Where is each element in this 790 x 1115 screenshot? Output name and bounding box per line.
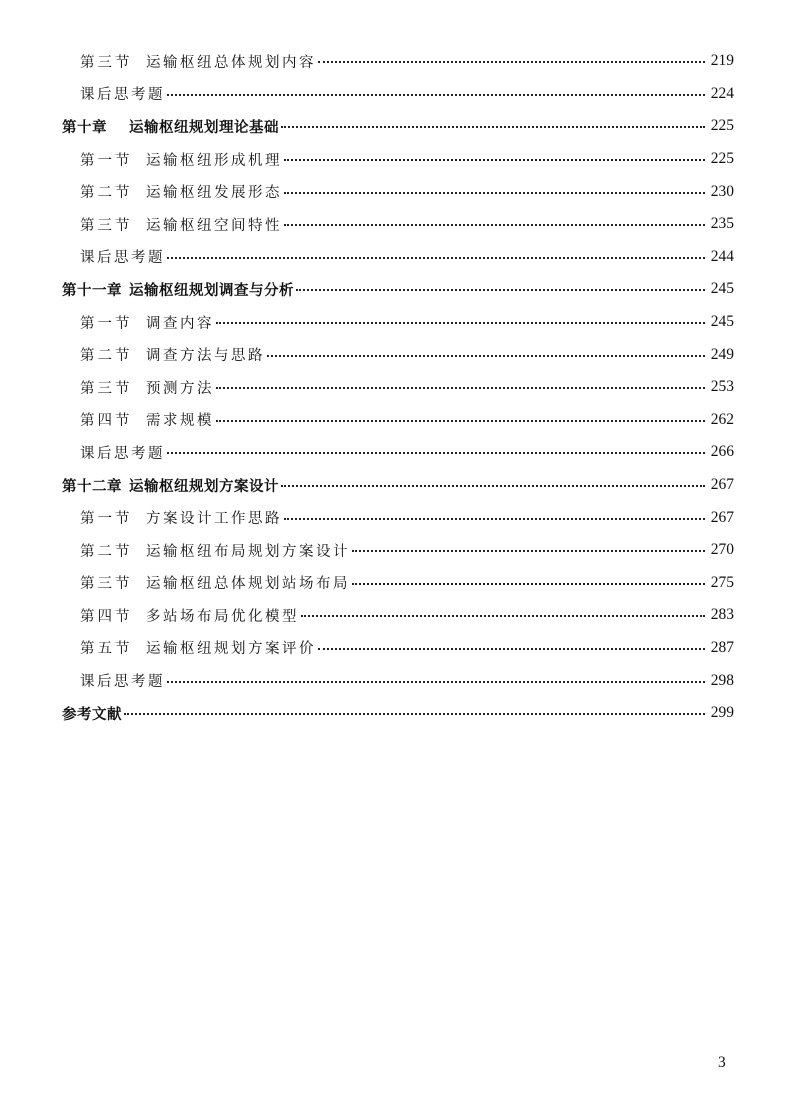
toc-section-entry[interactable] [0,664,790,697]
toc-entry-title: 运输枢纽总体规划内容 [146,54,316,71]
toc-chapter-entry[interactable] [0,110,790,143]
toc-entry-number: 第一节 [80,315,133,332]
toc-entry-title: 运输枢纽形成机理 [146,152,282,169]
dot-leader [216,322,705,324]
toc-entry-number: 第二节 [80,185,133,202]
toc-entry-number: 第三节 [80,54,133,71]
toc-entry-page: 224 [710,84,734,102]
toc-list [0,45,790,729]
dot-leader [318,61,705,63]
toc-section-entry[interactable] [0,338,790,371]
toc-entry-number: 第三节 [80,380,133,397]
toc-entry-title: 运输枢纽规划理论基础 [129,118,279,136]
toc-entry-number: 第十二章 [62,477,122,495]
dot-leader [301,615,705,617]
toc-chapter-entry[interactable] [0,697,790,730]
toc-entry-title: 课后思考题 [80,445,165,462]
toc-entry-title: 调查内容 [146,315,214,332]
toc-entry-number: 第三节 [80,576,133,593]
toc-entry-number: 第五节 [80,641,133,658]
page-number: 3 [718,1054,726,1071]
toc-entry-title: 参考文献 [62,705,122,723]
dot-leader [167,257,705,259]
toc-entry-title: 运输枢纽规划方案设计 [129,477,279,495]
dot-leader [281,126,705,128]
toc-entry-number: 第十章 [62,118,107,136]
toc-entry-page: 235 [710,215,734,233]
dot-leader [284,518,705,520]
toc-entry-page: 245 [710,313,734,331]
dot-leader [124,713,705,715]
toc-entry-page: 245 [710,280,734,298]
toc-entry-number: 第十一章 [62,281,122,299]
toc-entry-title: 运输枢纽规划调查与分析 [129,281,294,299]
dot-leader [318,648,705,650]
toc-entry-page: 299 [710,704,734,722]
dot-leader [216,420,705,422]
toc-chapter-entry[interactable] [0,469,790,502]
dot-leader [167,94,705,96]
toc-entry-number: 第一节 [80,152,133,169]
toc-section-entry[interactable] [0,371,790,404]
toc-section-entry[interactable] [0,501,790,534]
toc-entry-number: 第二节 [80,543,133,560]
dot-leader [267,355,705,357]
dot-leader [352,550,705,552]
dot-leader [167,452,705,454]
toc-entry-title: 方案设计工作思路 [146,511,282,528]
toc-entry-number: 第二节 [80,348,133,365]
toc-entry-page: 287 [710,638,734,656]
toc-entry-title: 预测方法 [146,380,214,397]
toc-section-entry[interactable] [0,208,790,241]
toc-section-entry[interactable] [0,78,790,111]
toc-entry-page: 283 [710,606,734,624]
toc-entry-page: 267 [710,508,734,526]
toc-section-entry[interactable] [0,599,790,632]
toc-entry-page: 266 [710,443,734,461]
toc-entry-page: 244 [710,247,734,265]
toc-section-entry[interactable] [0,306,790,339]
toc-entry-page: 225 [710,117,734,135]
toc-entry-page: 275 [710,573,734,591]
toc-entry-number: 第四节 [80,608,133,625]
dot-leader [281,485,705,487]
dot-leader [284,159,705,161]
toc-entry-title: 课后思考题 [80,674,165,691]
toc-entry-title: 调查方法与思路 [146,348,265,365]
toc-section-entry[interactable] [0,436,790,469]
toc-entry-title: 运输枢纽空间特性 [146,217,282,234]
toc-entry-page: 249 [710,345,734,363]
dot-leader [352,583,705,585]
toc-entry-number: 第四节 [80,413,133,430]
toc-entry-page: 225 [710,150,734,168]
toc-section-entry[interactable] [0,241,790,274]
toc-entry-page: 253 [710,378,734,396]
toc-entry-title: 课后思考题 [80,250,165,267]
toc-section-entry[interactable] [0,45,790,78]
toc-entry-number: 第三节 [80,217,133,234]
table-of-contents [0,45,790,729]
toc-entry-title: 多站场布局优化模型 [146,608,299,625]
toc-section-entry[interactable] [0,632,790,665]
toc-chapter-entry[interactable] [0,273,790,306]
toc-entry-number: 第一节 [80,511,133,528]
toc-entry-title: 运输枢纽总体规划站场布局 [146,576,350,593]
toc-entry-page: 270 [710,541,734,559]
dot-leader [167,681,705,683]
toc-entry-page: 267 [710,476,734,494]
toc-section-entry[interactable] [0,534,790,567]
toc-entry-title: 需求规模 [146,413,214,430]
toc-entry-title: 运输枢纽发展形态 [146,185,282,202]
toc-section-entry[interactable] [0,175,790,208]
dot-leader [296,289,705,291]
toc-entry-page: 298 [710,671,734,689]
toc-entry-title: 课后思考题 [80,87,165,104]
toc-section-entry[interactable] [0,143,790,176]
toc-entry-page: 230 [710,182,734,200]
dot-leader [284,224,705,226]
toc-entry-page: 219 [710,52,734,70]
dot-leader [216,387,705,389]
toc-entry-page: 262 [710,410,734,428]
toc-section-entry[interactable] [0,404,790,437]
toc-entry-title: 运输枢纽布局规划方案设计 [146,543,350,560]
toc-section-entry[interactable] [0,567,790,600]
dot-leader [284,192,705,194]
toc-entry-title: 运输枢纽规划方案评价 [146,641,316,658]
